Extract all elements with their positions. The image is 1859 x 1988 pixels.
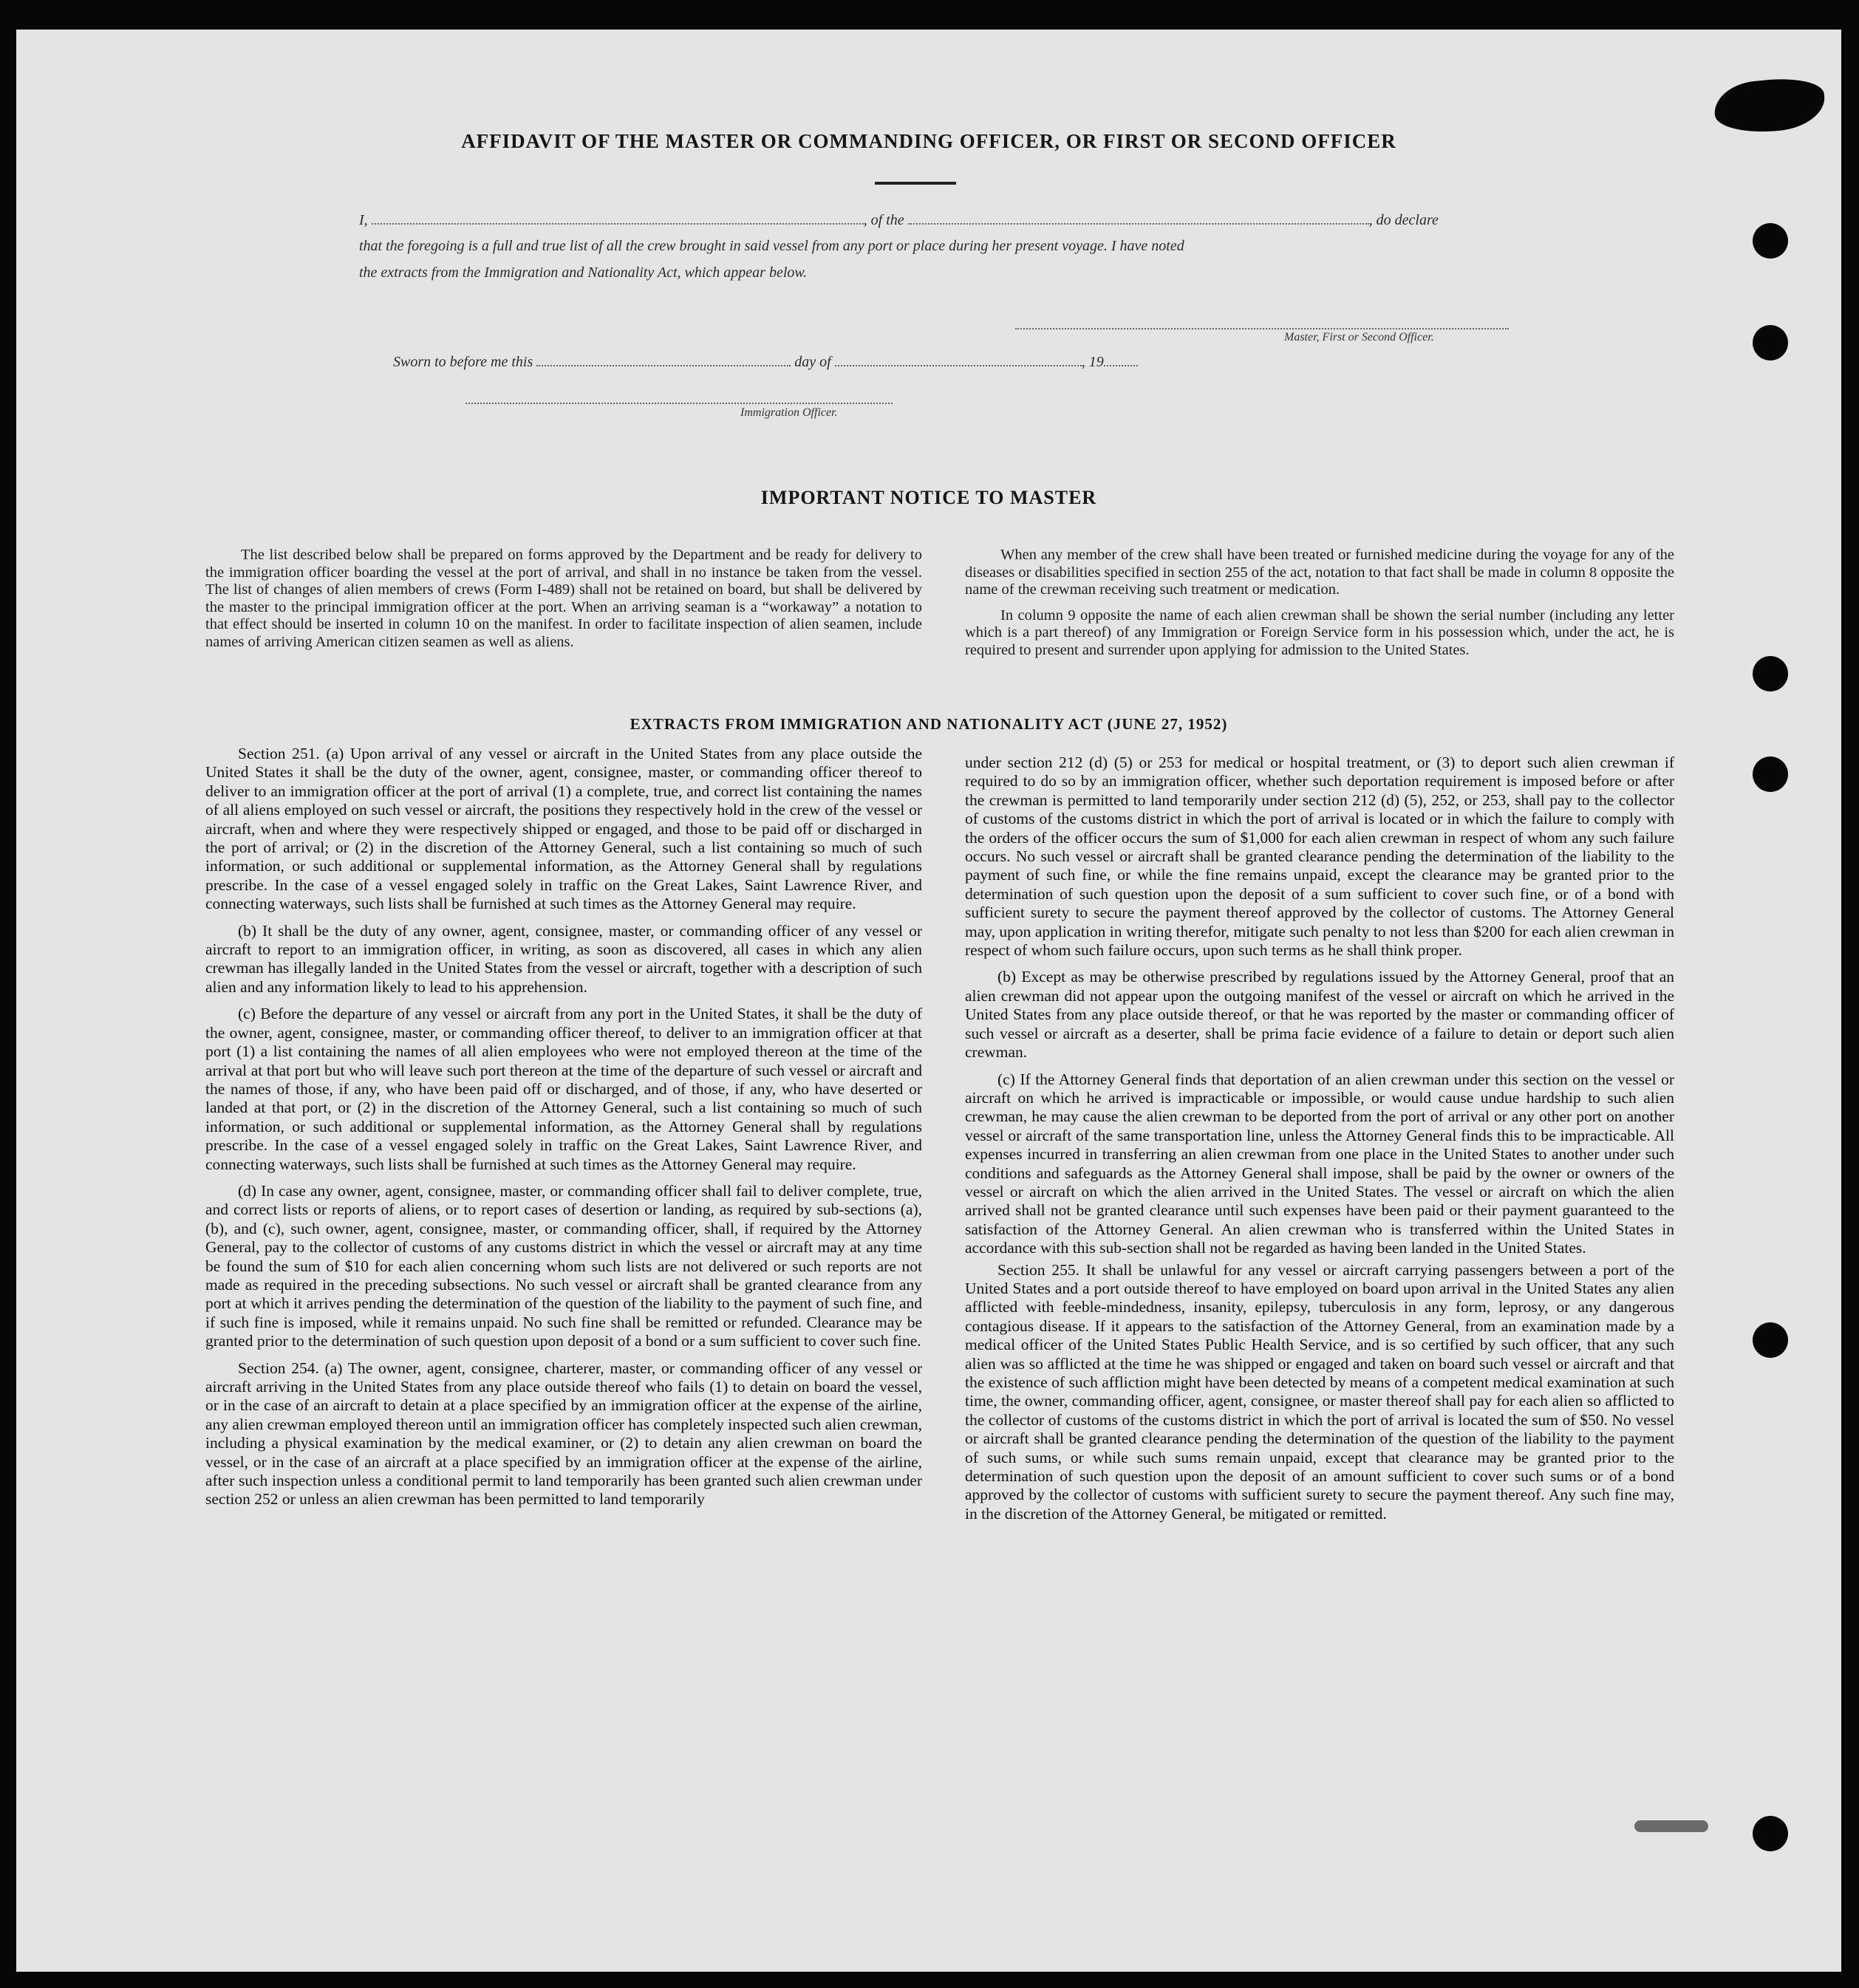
affidavit-title: AFFIDAVIT OF THE MASTER OR COMMANDING OFFICER, OR FIRST OR SECOND OFFICER [461, 130, 1396, 152]
sworn-label: Sworn to before me this [393, 354, 533, 370]
sworn-line [393, 352, 1138, 371]
section-251-a: Section 251. (a) Upon arrival of any vessel or aircraft in the United States from any place outside the United States it shall be the duty of the owner, agent, consignee, master, or commanding officer thereof to deliver to an immigration officer at the port of arrival (1) a complete, true, and correct list containing the names of all aliens employed on such vessel or aircraft, the positions they respectively hold in the crew of the vessel or aircraft, when and where they were respectively shipped or engaged, and those to be paid off or discharged in the port of arrival; or (2) in the discretion of the Attorney General, such a list containing so much of such information, or such additional or supplemental information, as the Attorney General shall by regulations prescribe. In the case of a vessel engaged solely in traffic on the Great Lakes, Saint Lawrence River, and connecting waterways, such lists shall be furnished at such times as the Attorney General may require. [205, 745, 922, 913]
section-251-d: (d) In case any owner, agent, consignee, master, or commanding officer shall fail to deliver complete, true, and correct lists or reports of aliens, or to report cases of desertion or landing, as required by sub-sections (a), (b), and (c), such owner, agent, consignee, master, or commanding officer, shall, if required by the Attorney General, pay to the collector of customs of any customs district in which the vessel or aircraft may at any time be found the sum of $10 for each alien concerning whom such lists are not delivered or such reports are not made as required in the preceding subsections. No such vessel or aircraft shall be granted clearance from any port at which it arrives pending the determination of the question of the liability to the payment of such fine, and if such fine is imposed, while it remains unpaid. No such fine shall be remitted or refunded. Clearance may be granted prior to the determination of such question upon deposit of a bond or a sum sufficient to cover such fine. [205, 1181, 922, 1350]
document-page [16, 30, 1841, 1972]
declaration-line-2: that the foregoing is a full and true list of all the crew brought in said vessel from any port or place during her present voyage. I have noted [359, 238, 1184, 254]
notice-paragraph: The list described below shall be prepared on forms approved by the Department and be ready for delivery to the immigration officer boarding the vessel at the port of arrival, and shall in no instance be taken from the vessel. The list of changes of alien members of crews (Form I-489) shall not be retained on board, but shall be delivered by the master to the principal immigration officer at the port. When an arriving seaman is a “workaway” a notation to that effect should be inserted in column 10 on the manifest. In order to facilitate inspection of alien seamen, include names of arriving American citizen seamen as well as aliens. [205, 547, 922, 650]
section-255: Section 255. It shall be unlawful for any vessel or aircraft carrying passengers between a port of the United States and a port outside thereof to have employed on board upon arrival in the United States any alien afflicted with feeble-mindedness, insanity, epilepsy, tuberculosis in any form, leprosy, or any dangerous contagious disease. If it appears to the satisfaction of the Attorney General, from an examination made by a medical officer of the United States Public Health Service, and is so certified by such officer, that any such alien was so afflicted at the time he was shipped or engaged and taken on board such vessel or aircraft and that the existence of such affliction might have been detected by means of a competent medical examination at such time, the owner, commanding officer, agent, consignee, or master thereof shall pay for each alien so afflicted to the collector of customs of the customs district in which the port of arrival is located the sum of $50. No vessel or aircraft shall be granted clearance pending the determination of the question of the liability to the payment of such sums, or while such sums remain unpaid, except that clearance may be granted prior to the determination of such question upon the deposit of an amount sufficient to cover such sums or of a bond approved by the collector of customs with sufficient surety to secure the payment thereof. Any such fine may, in the discretion of the Attorney General, be mitigated or remitted. [965, 1260, 1674, 1523]
section-251-c: (c) Before the departure of any vessel or aircraft from any port in the United States, it shall be the duty of the owner, agent, consignee, master, or commanding officer thereof, to deliver to an immigration officer at that port (1) a list containing the names of all alien employees who were not employed thereon at the time of the arrival at that port but who will leave such port thereon at the time of the departure of such vessel or aircraft and the names of those, if any, who have been paid off or discharged, and of those, if any, who have deserted or landed at that port, or (2) in the discretion of the Attorney General, such a list containing so much of such information, or such additional or supplemental information, as the Attorney General shall by regulations prescribe. In the case of a vessel engaged solely in traffic on the Great Lakes, Saint Lawrence River, and connecting waterways, such lists shall be furnished at such times as the Attorney General may require. [205, 1005, 922, 1173]
ink-smudge [1634, 1820, 1708, 1832]
notice-paragraph: When any member of the crew shall have been treated or furnished medicine during the voyage for any of the diseases or disabilities specified in section 255 of the act, notation to that fact shall be made in column 8 opposite the name of the crewman receiving such treatment or medication. [965, 547, 1674, 598]
notice-title: IMPORTANT NOTICE TO MASTER [760, 487, 1097, 508]
punch-hole [1753, 1816, 1788, 1851]
punch-hole [1753, 1322, 1788, 1358]
extracts-title: EXTRACTS FROM IMMIGRATION AND NATIONALITY ACT (JUNE 27, 1952) [630, 715, 1228, 733]
name-blank[interactable] [372, 210, 864, 225]
sworn-day-blank[interactable] [536, 352, 791, 366]
year-label: , 19 [1081, 354, 1104, 370]
officer-signature-line[interactable] [465, 403, 893, 404]
day-of-label: day of [794, 354, 831, 370]
section-254-c: (c) If the Attorney General finds that deportation of an alien crewman under this section on the vessel or aircraft on which he arrived is impracticable or impossible, or would cause undue hardship to such alien crewman, he may cause the alien crewman to be deported from the port of arrival or any other port on another vessel or aircraft of the same transportation line, unless the Attorney General finds this to be impracticable. All expenses incurred in transferring an alien crewman from one place in the United States to another under such conditions and safeguards as the Attorney General shall impose, shall be paid by the owner or owners of the vessel or aircraft on which the alien arrived in the United States. The vessel or aircraft on which the alien arrived shall not be granted clearance until such expenses have been paid or their payment guaranteed to the satisfaction of the Attorney General. An alien crewman who is transferred within the United States in accordance with this sub-section shall not be regarded as having been landed in the United States. [965, 1070, 1674, 1257]
declaration-line-3: the extracts from the Immigration and Nationality Act, which appear below. [359, 264, 808, 281]
extracts-left-column [205, 745, 922, 1509]
notice-left-column [205, 547, 922, 652]
vessel-blank[interactable] [908, 210, 1369, 225]
master-signature-line[interactable] [1015, 328, 1509, 329]
punch-hole [1753, 756, 1788, 792]
of-the-label: , of the [863, 212, 904, 228]
do-declare-label: , do declare [1368, 212, 1439, 228]
year-blank[interactable] [1104, 352, 1138, 366]
punch-hole [1753, 656, 1788, 691]
master-signature-label: Master, First or Second Officer. [1284, 331, 1434, 344]
section-254-b: (b) Except as may be otherwise prescribed by regulations issued by the Attorney General, proof that an alien crewman did not appear upon the outgoing manifest of the vessel or aircraft on which he arrived in the United States from any place outside thereof, or that he was reported by the master or commanding officer of such vessel or aircraft as a deserter, shall be prima facie evidence of a failure to detain or deport such alien crewman. [965, 968, 1674, 1062]
punch-hole [1753, 223, 1788, 259]
title-rule [875, 182, 956, 185]
notice-paragraph: In column 9 opposite the name of each alien crewman shall be shown the serial number (including any letter which is a part thereof) of any Immigration or Foreign Service form in his possession which, under the act, he is required to present and surrender upon applying for admission to the United States. [965, 607, 1674, 658]
notice-right-column [965, 547, 1674, 660]
section-254-a: Section 254. (a) The owner, agent, consignee, charterer, master, or commanding officer of any vessel or aircraft arriving in the United States from any place outside thereof who fails (1) to detain on board the vessel, or in the case of an aircraft to detain at a place specified by an immigration officer at the expense of the airline, any alien crewman employed thereon until an immigration officer has completely inspected such alien crewman, including a physical examination by the medical examiner, or (2) to detain any alien crewman on board the vessel, or in the case of an aircraft at a place specified by an immigration officer at the expense of the airline, after such inspection unless a conditional permit to land temporarily has been granted such alien crewman under section 252 or unless an alien crewman has been permitted to land temporarily [205, 1359, 922, 1509]
section-254-a-continued: under section 212 (d) (5) or 253 for medical or hospital treatment, or (3) to deport such alien crewman if required to do so by an immigration officer, whether such deportation requirement is imposed before or after the crewman is permitted to land temporarily under section 212 (d) (5), 252, or 253, shall pay to the collector of customs of the customs district in which the port of arrival is located or in which the failure to comply with the orders of the officer occurs the sum of $1,000 for each alien crewman in respect of whom any such failure occurs. No such vessel or aircraft shall be granted clearance pending the determination of the liability to the payment of such fine, or while the fine remains unpaid, except the clearance may be granted prior to the determination of such question upon the deposit of a sum sufficient to cover such fine, or of a bond with sufficient surety to secure the payment thereof approved by the collector of customs. The Attorney General may, upon application in writing therefor, mitigate such penalty to not less than $200 for each alien crewman in respect of whom such failure occurs, upon such terms as he shall think proper. [965, 754, 1674, 960]
officer-signature-label: Immigration Officer. [740, 406, 838, 419]
punch-hole [1753, 325, 1788, 361]
ink-blotch [1712, 74, 1827, 137]
month-blank[interactable] [835, 352, 1082, 366]
i-label: I, [359, 212, 368, 228]
declaration-line [359, 210, 1439, 229]
section-251-b: (b) It shall be the duty of any owner, agent, consignee, master, or commanding officer of any vessel or aircraft to report to an immigration officer, in writing, as soon as discovered, all cases in which any alien crewman has illegally landed in the United States from the vessel or aircraft, together with a description of such alien and any information likely to lead to his apprehension. [205, 921, 922, 996]
extracts-right-column [965, 754, 1674, 1523]
